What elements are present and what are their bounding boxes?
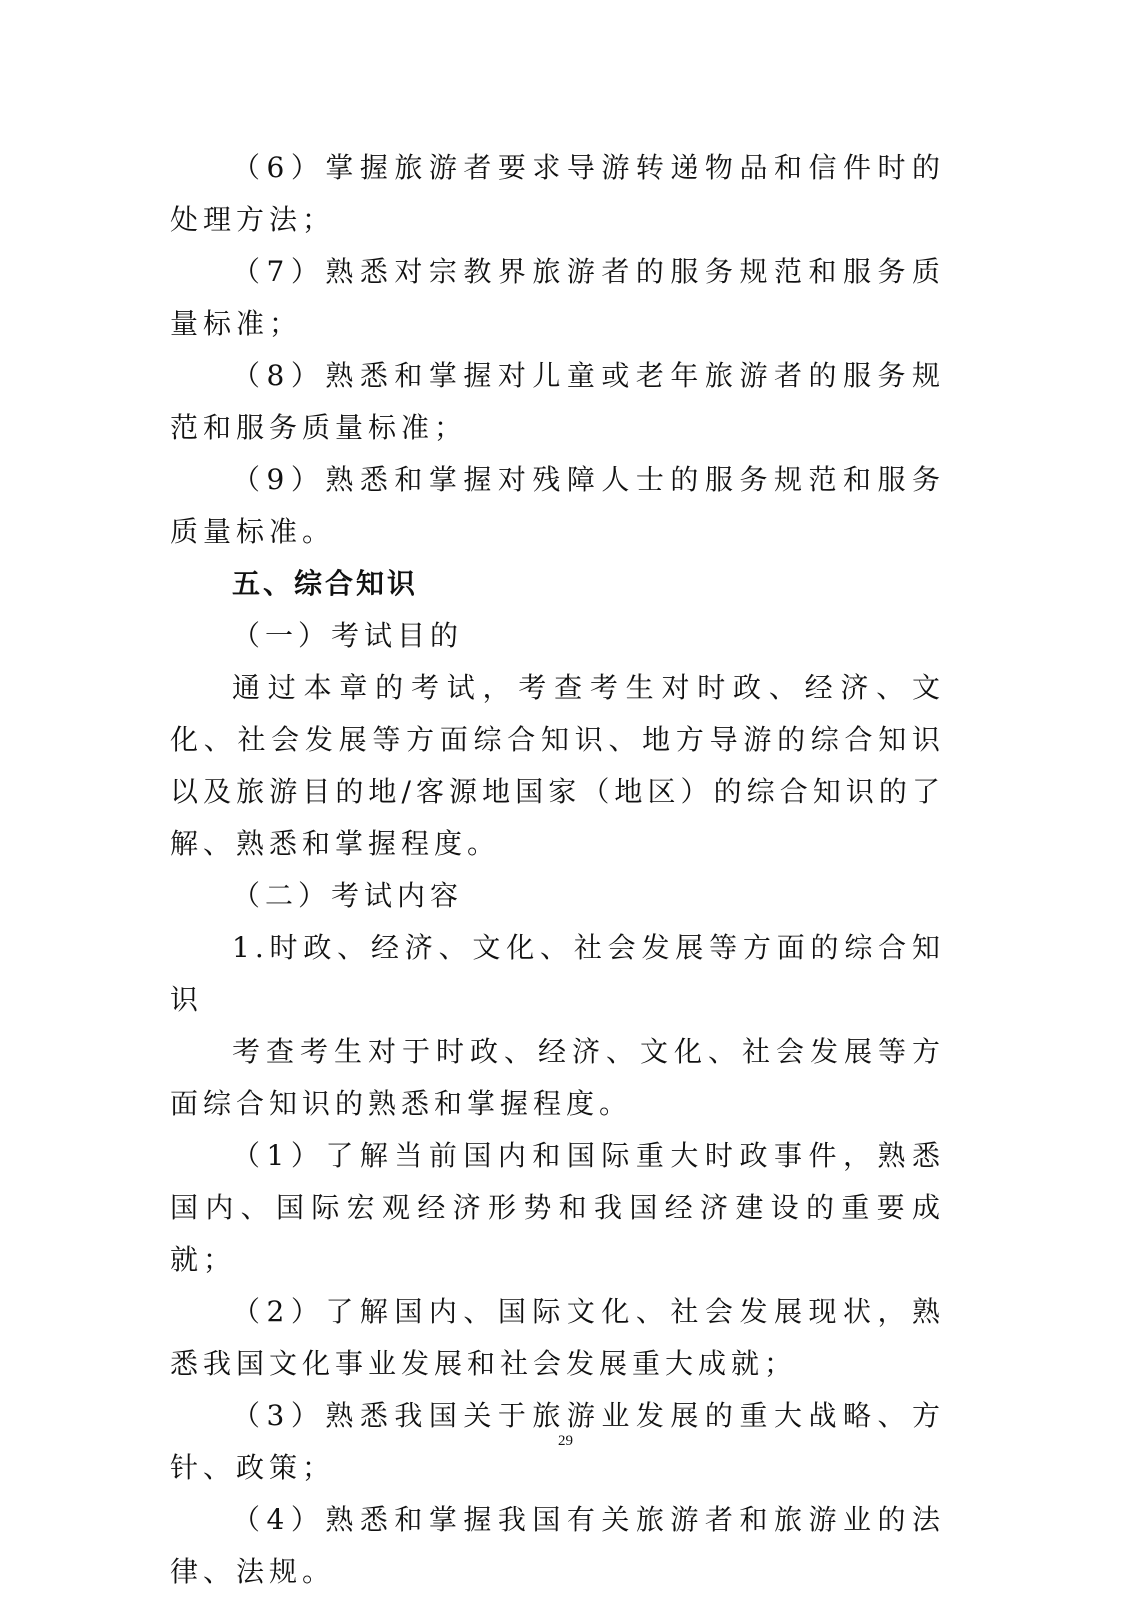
subsection-heading-purpose: （一）考试目的 — [232, 619, 464, 652]
content-item-2: （2）了解国内、国际文化、社会发展现状，熟悉我国文化事业发展和社会发展重大成就； — [170, 1295, 945, 1380]
content-item-1: （1）了解当前国内和国际重大时政事件，熟悉国内、国际宏观经济形势和我国经济建设的重要成就； — [170, 1139, 945, 1276]
content-topic-1-description: 考查考生对于时政、经济、文化、社会发展等方面综合知识的熟悉和掌握程度。 — [170, 1035, 945, 1120]
section-heading: 五、综合知识 — [232, 567, 419, 600]
paragraph-item-7: （7）熟悉对宗教界旅游者的服务规范和服务质量标准； — [170, 255, 945, 340]
content-item-3: （3）熟悉我国关于旅游业发展的重大战略、方针、政策； — [170, 1399, 945, 1484]
content-item-4: （4）熟悉和掌握我国有关旅游者和旅游业的法律、法规。 — [170, 1503, 945, 1588]
paragraph-item-6: （6）掌握旅游者要求导游转递物品和信件时的处理方法； — [170, 151, 945, 236]
subsection-heading-content: （二）考试内容 — [232, 879, 464, 912]
purpose-paragraph: 通过本章的考试，考查考生对时政、经济、文化、社会发展等方面综合知识、地方导游的综合知识以及旅游目的地/客源地国家（地区）的综合知识的了解、熟悉和掌握程度。 — [170, 671, 945, 860]
content-topic-1: 1.时政、经济、文化、社会发展等方面的综合知识 — [170, 931, 945, 1016]
paragraph-item-8: （8）熟悉和掌握对儿童或老年旅游者的服务规范和服务质量标准； — [170, 359, 945, 444]
document-body — [170, 142, 945, 1598]
page-number: 29 — [558, 1433, 573, 1449]
paragraph-item-9: （9）熟悉和掌握对残障人士的服务规范和服务质量标准。 — [170, 463, 945, 548]
